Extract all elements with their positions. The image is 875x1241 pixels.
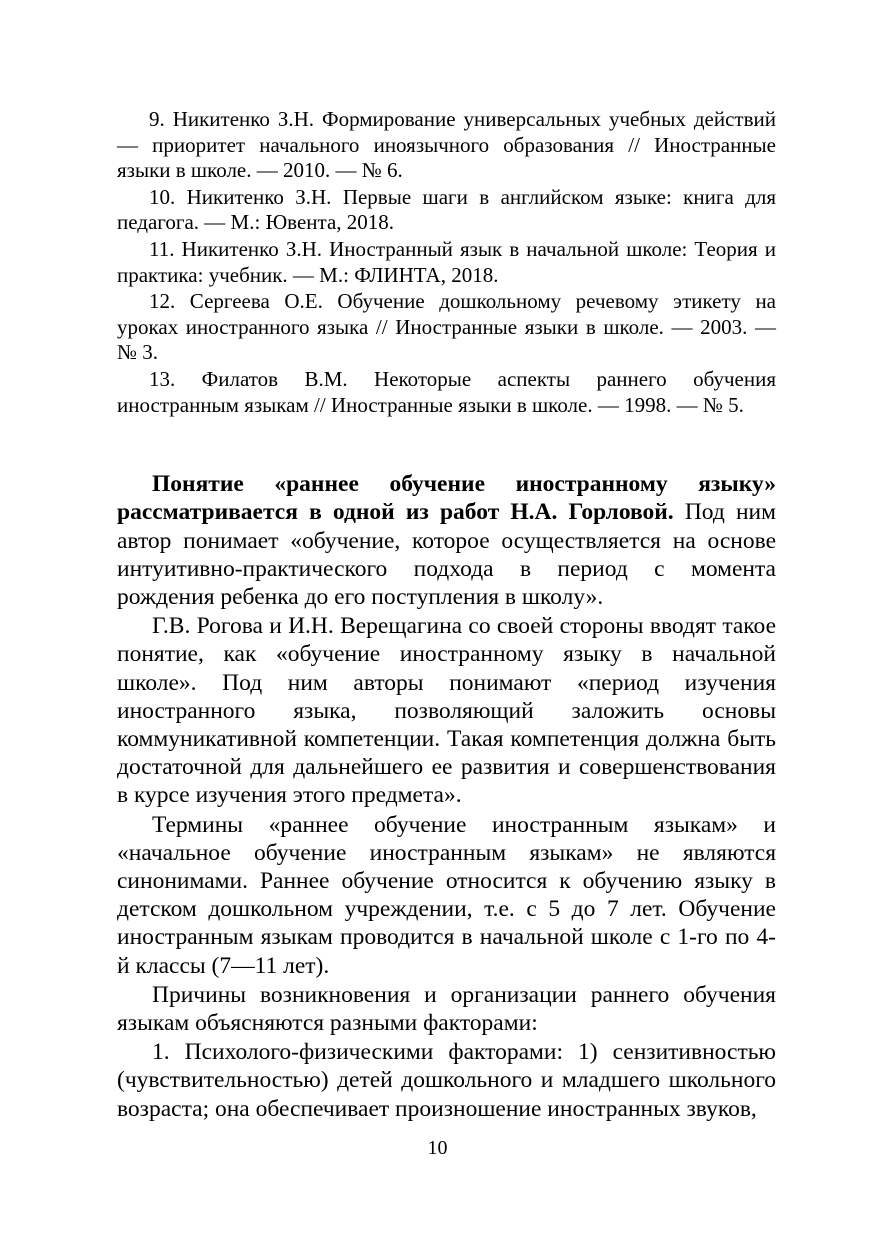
paragraph: Г.В. Рогова и И.Н. Верещагина со своей стороны вводят такое понятие, как «обучение иностранному языку в начальной школе». Под ним авторы понимают «период изучения иностранного языка, позволяющий заложить основы коммуникативной компетенции. Такая компетенция должна быть достаточной для дальнейшего ее развития и совершенствования в курсе изучения этого предмета». xyxy=(117,613,776,809)
reference-item: 9. Никитенко З.Н. Формирование универсальных учебных действий — приоритет начального иноязычного образования // Иностранные языки в школе. — 2010. — № 6. xyxy=(117,107,776,183)
paragraph: Термины «раннее обучение иностранным языкам» и «начальное обучение иностранным языкам» не являются синонимами. Раннее обучение относится к обучению языку в детском дошкольном учреждении, т.е. с 5 до 7 лет. Обучение иностранным языкам проводится в начальной школе с 1-го по 4-й классы (7—11 лет). xyxy=(117,811,776,979)
reference-list xyxy=(117,107,776,418)
body-text xyxy=(117,470,776,1123)
page-content xyxy=(117,107,776,1123)
paragraph-text: Под ним автор понимает «обучение, которое осуществляется на основе интуитивно-практического подхода в период с момента рождения ребенка до его поступления в школу». xyxy=(117,499,776,610)
reference-item: 11. Никитенко З.Н. Иностранный язык в начальной школе: Теория и практика: учебник. — М.: ФЛИНТА, 2018. xyxy=(117,236,776,287)
paragraph: 1. Психолого-физическими факторами: 1) сензитивностью (чувствительностью) детей дошкольного и младшего школьного возраста; она обеспечивает произношение иностранных звуков, xyxy=(117,1039,776,1122)
bold-lead: Понятие «раннее обучение иностранному языку» рассматривается в одной из работ Н.А. Горловой. xyxy=(117,471,776,526)
reference-item: 12. Сергеева О.Е. Обучение дошкольному речевому этикету на уроках иностранного языка // Иностранные языки в школе. — 2003. — № 3. xyxy=(117,289,776,365)
paragraph: Причины возникновения и организации раннего обучения языкам объясняются разными факторами: xyxy=(117,981,776,1036)
page-number: 10 xyxy=(427,1137,448,1159)
reference-item: 13. Филатов В.М. Некоторые аспекты раннего обучения иностранным языкам // Иностранные языки в школе. — 1998. — № 5. xyxy=(117,366,776,417)
paragraph xyxy=(117,470,776,611)
reference-item: 10. Никитенко З.Н. Первые шаги в английском языке: книга для педагога. — М.: Ювента, 2018. xyxy=(117,184,776,235)
